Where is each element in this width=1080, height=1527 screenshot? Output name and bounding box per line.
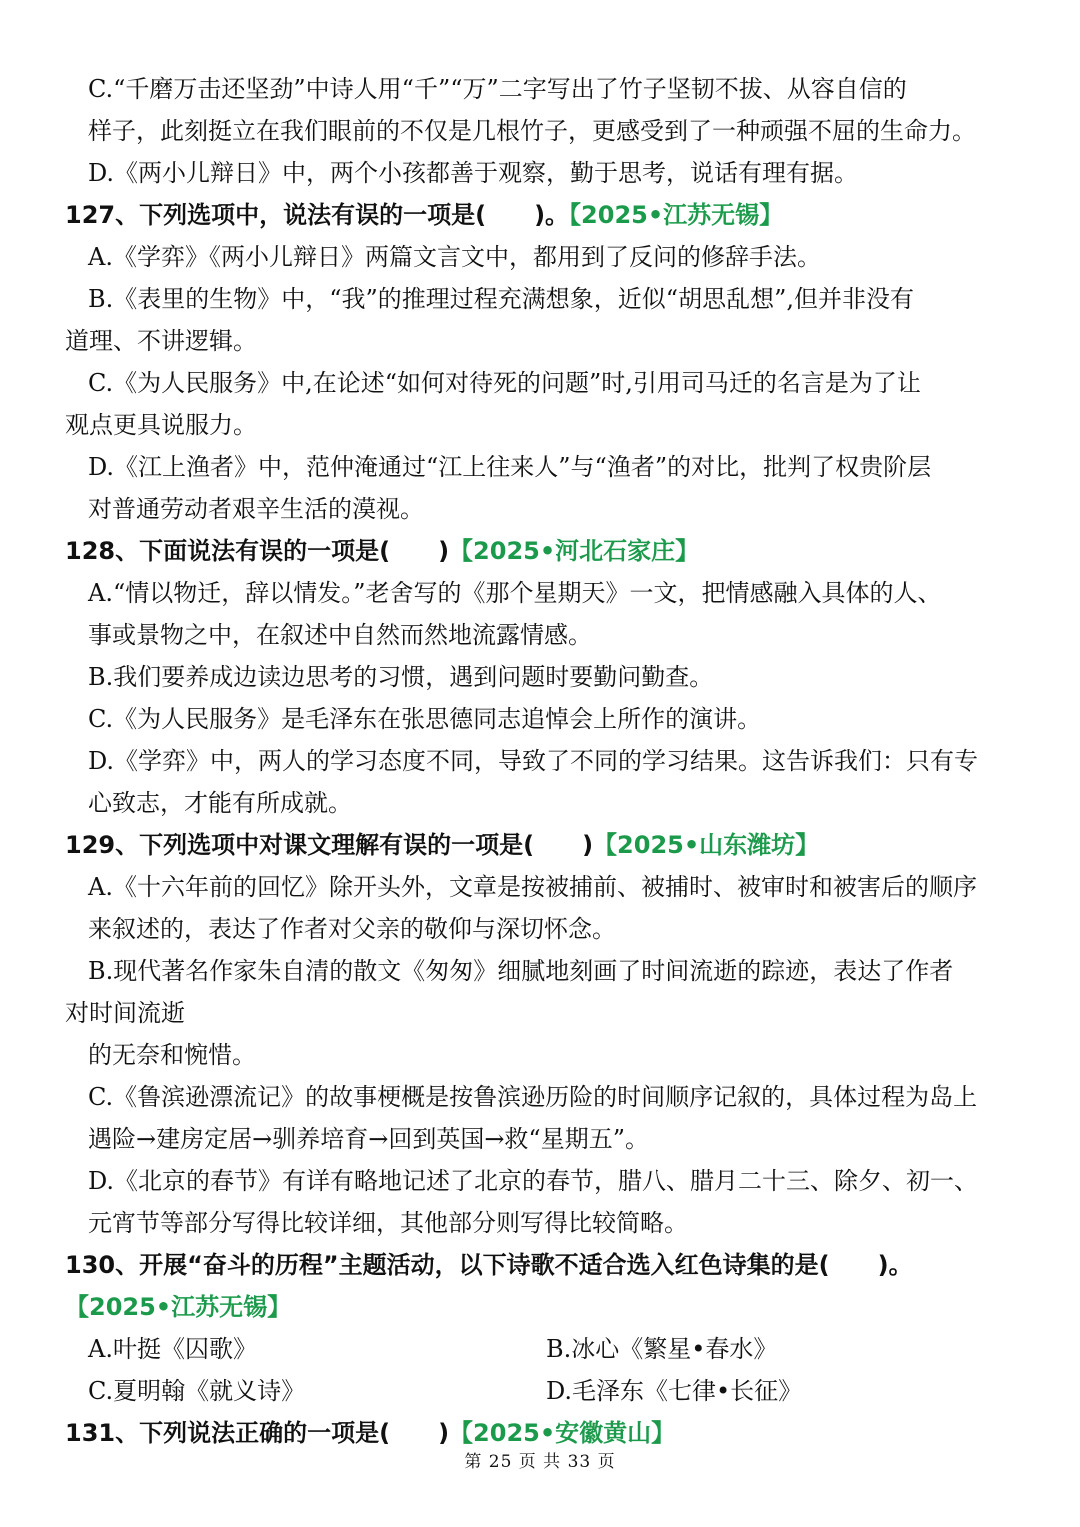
question-128 (65, 535, 699, 567)
q129-option-b-line-1: B.现代著名作家朱自清的散文《匆匆》细腻地刻画了时间流逝的踪迹，表达了作者 (88, 957, 954, 985)
question-129 (65, 829, 819, 861)
option-c-line-2: 样子，此刻挺立在我们眼前的不仅是几根竹子，更感受到了一种顽强不屈的生命力。 (88, 117, 976, 145)
q128-option-b: B.我们要养成边读边思考的习惯，遇到问题时要勤问勤查。 (88, 663, 714, 691)
question-127-source-tag: 【2025•江苏无锡】 (569, 201, 784, 229)
question-131-source-tag: 【2025•安徽黄山】 (449, 1419, 676, 1447)
q128-option-c: C.《为人民服务》是毛泽东在张思德同志追悼会上所作的演讲。 (88, 705, 762, 733)
q127-option-b-line-2: 道理、不讲逻辑。 (65, 327, 257, 355)
option-c-line-1: C.“千磨万击还坚劲”中诗人用“千”“万”二字写出了竹子坚韧不拔、从容自信的 (88, 75, 907, 103)
q128-option-a-line-1: A.“情以物迁，辞以情发。”老舍写的《那个星期天》一文，把情感融入具体的人、 (88, 579, 942, 607)
question-129-stem: 129、下列选项中对课文理解有误的一项是( ) (65, 831, 594, 859)
q129-option-c-line-2: 遇险→建房定居→驯养培育→回到英国→救“星期五”。 (88, 1125, 649, 1153)
q130-option-a: A.叶挺《囚歌》 (88, 1335, 257, 1363)
q127-option-a: A.《学弈》《两小儿辩日》两篇文言文中，都用到了反问的修辞手法。 (88, 243, 821, 271)
question-131 (65, 1417, 675, 1449)
question-128-source-tag: 【2025•河北石家庄】 (449, 537, 700, 565)
question-130-source-tag: 【2025•江苏无锡】 (65, 1293, 292, 1321)
q127-option-c-line-1: C.《为人民服务》中,在论述“如何对待死的问题”时,引用司马迁的名言是为了让 (88, 369, 921, 397)
page-number-footer: 第 25 页 共 33 页 (464, 1452, 616, 1472)
q130-option-d: D.毛泽东《七律•长征》 (546, 1377, 803, 1405)
q130-option-b: B.冰心《繁星•春水》 (546, 1335, 778, 1363)
q128-option-d-line-1: D.《学弈》中，两人的学习态度不同，导致了不同的学习结果。这告诉我们：只有专 (88, 747, 979, 775)
q129-option-d-line-1: D.《北京的春节》有详有略地记述了北京的春节，腊八、腊月二十三、除夕、初一、 (88, 1167, 979, 1195)
q129-option-a-line-1: A.《十六年前的回忆》除开头外，文章是按被捕前、被捕时、被审时和被害后的顺序 (88, 873, 977, 901)
question-128-stem: 128、下面说法有误的一项是( ) (65, 537, 450, 565)
q130-option-c: C.夏明翰《就义诗》 (88, 1377, 306, 1405)
q127-option-b-line-1: B.《表里的生物》中，“我”的推理过程充满想象，近似“胡思乱想”,但并非没有 (88, 285, 914, 313)
option-d-line: D.《两小儿辩日》中，两个小孩都善于观察，勤于思考，说话有理有据。 (88, 159, 859, 187)
q129-option-b-line-3: 的无奈和惋惜。 (88, 1041, 256, 1069)
q127-option-d-line-1: D.《江上渔者》中，范仲淹通过“江上往来人”与“渔者”的对比，批判了权贵阶层 (88, 453, 932, 481)
question-129-source-tag: 【2025•山东潍坊】 (593, 831, 820, 859)
q128-option-d-line-2: 心致志，才能有所成就。 (88, 789, 352, 817)
q127-option-c-line-2: 观点更具说服力。 (65, 411, 257, 439)
question-130-stem: 130、开展“奋斗的历程”主题活动，以下诗歌不适合选入红色诗集的是( )。 (65, 1251, 913, 1279)
question-127-stem: 127、下列选项中，说法有误的一项是( )。 (65, 201, 570, 229)
q129-option-d-line-2: 元宵节等部分写得比较详细，其他部分则写得比较简略。 (88, 1209, 688, 1237)
q128-option-a-line-2: 事或景物之中，在叙述中自然而然地流露情感。 (88, 621, 592, 649)
q129-option-c-line-1: C.《鲁滨逊漂流记》的故事梗概是按鲁滨逊历险的时间顺序记叙的，具体过程为岛上 (88, 1083, 978, 1111)
question-127 (65, 199, 783, 231)
question-131-stem: 131、下列说法正确的一项是( ) (65, 1419, 450, 1447)
q127-option-d-line-2: 对普通劳动者艰辛生活的漠视。 (88, 495, 424, 523)
q129-option-a-line-2: 来叙述的，表达了作者对父亲的敬仰与深切怀念。 (88, 915, 616, 943)
q129-option-b-line-2: 对时间流逝 (65, 999, 185, 1027)
